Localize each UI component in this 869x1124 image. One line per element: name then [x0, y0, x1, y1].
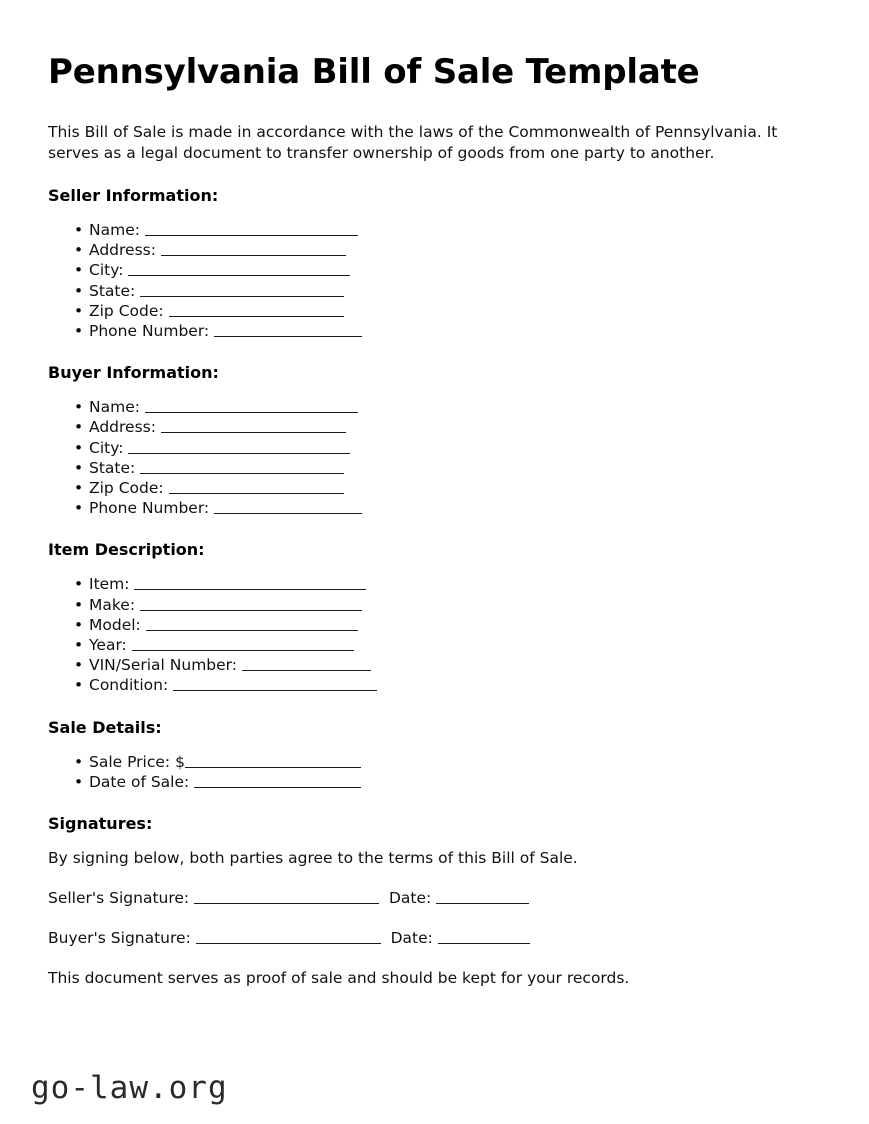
signatures-heading: Signatures:	[48, 814, 153, 834]
field-blank[interactable]	[214, 500, 362, 514]
seller-information-heading: Seller Information:	[48, 186, 219, 205]
field-blank[interactable]	[146, 617, 359, 631]
list-item	[48, 478, 823, 498]
sale-details-list	[48, 752, 823, 792]
list-item	[48, 574, 823, 594]
list-item	[48, 260, 823, 280]
field-label: Name:	[89, 221, 140, 239]
seller-date-label: Date:	[388, 889, 432, 908]
field-blank[interactable]	[242, 657, 372, 671]
field-label: Condition:	[89, 676, 169, 695]
buyer-information-heading: Buyer Information:	[48, 363, 219, 383]
list-item	[48, 615, 823, 635]
list-item	[48, 772, 823, 792]
list-item	[48, 438, 823, 458]
field-blank[interactable]	[161, 419, 346, 433]
buyer-signature-row	[48, 928, 823, 949]
field-blank[interactable]	[128, 439, 350, 453]
seller-date-blank[interactable]	[436, 890, 529, 904]
field-label: City:	[89, 438, 124, 457]
seller-signature-row	[48, 888, 823, 909]
field-blank[interactable]	[145, 399, 358, 413]
field-blank[interactable]	[128, 262, 350, 276]
field-label: State:	[89, 281, 136, 300]
field-label: VIN/Serial Number:	[89, 656, 237, 675]
field-label: Model:	[89, 615, 141, 634]
buyer-date-blank[interactable]	[438, 930, 531, 944]
field-blank[interactable]	[214, 323, 362, 337]
field-blank[interactable]	[140, 596, 362, 610]
field-blank[interactable]	[140, 282, 344, 296]
field-label: City:	[89, 261, 124, 280]
page-title: Pennsylvania Bill of Sale Template	[48, 52, 700, 92]
list-item	[48, 301, 823, 321]
field-blank[interactable]	[161, 242, 346, 256]
field-label: Phone Number:	[89, 499, 210, 518]
list-item	[48, 240, 823, 260]
field-blank[interactable]	[169, 303, 345, 317]
seller-signature-label: Seller's Signature:	[48, 889, 190, 908]
list-item	[48, 220, 823, 240]
list-item	[48, 397, 823, 417]
buyer-signature-blank[interactable]	[196, 930, 381, 944]
list-item	[48, 281, 823, 301]
list-item	[48, 752, 823, 772]
field-label: State:	[89, 458, 136, 477]
field-blank[interactable]	[185, 753, 361, 767]
field-blank[interactable]	[132, 637, 354, 651]
intro-paragraph: This Bill of Sale is made in accordance with the laws of the Commonwealth of Pennsylvania. It serves as a legal document to transfer ownership of goods from one party to another.	[48, 123, 778, 162]
list-item	[48, 655, 823, 675]
list-item	[48, 498, 823, 518]
buyer-information-list	[48, 397, 823, 518]
field-label: Address:	[89, 241, 156, 260]
field-label: Make:	[89, 595, 136, 614]
field-label: Item:	[89, 575, 130, 594]
field-label: Name:	[89, 398, 140, 417]
sale-details-heading: Sale Details:	[48, 717, 162, 737]
seller-information-list	[48, 220, 823, 341]
field-label: Sale Price: $	[89, 752, 185, 771]
list-item	[48, 635, 823, 655]
list-item	[48, 321, 823, 341]
field-blank[interactable]	[194, 774, 361, 788]
field-label: Phone Number:	[89, 322, 210, 341]
signature-agreement-text: By signing below, both parties agree to the terms of this Bill of Sale.	[48, 849, 578, 868]
field-blank[interactable]	[134, 576, 365, 590]
seller-signature-blank[interactable]	[194, 890, 379, 904]
field-blank[interactable]	[173, 677, 377, 691]
document-content	[48, 52, 823, 989]
field-label: Zip Code:	[89, 301, 164, 320]
list-item	[48, 595, 823, 615]
closing-paragraph: This document serves as proof of sale and should be kept for your records.	[48, 969, 630, 988]
list-item	[48, 458, 823, 478]
field-label: Zip Code:	[89, 479, 164, 498]
buyer-signature-label: Buyer's Signature:	[48, 929, 191, 948]
list-item	[48, 417, 823, 437]
field-blank[interactable]	[169, 480, 345, 494]
field-blank[interactable]	[145, 222, 358, 236]
buyer-date-label: Date:	[390, 929, 433, 948]
field-label: Year:	[89, 636, 127, 655]
item-description-list	[48, 574, 823, 695]
item-description-heading: Item Description:	[48, 540, 205, 560]
list-item	[48, 675, 823, 695]
field-label: Date of Sale:	[89, 772, 190, 791]
field-blank[interactable]	[140, 460, 344, 474]
site-watermark: go-law.org	[31, 1070, 228, 1106]
field-label: Address:	[89, 418, 156, 437]
